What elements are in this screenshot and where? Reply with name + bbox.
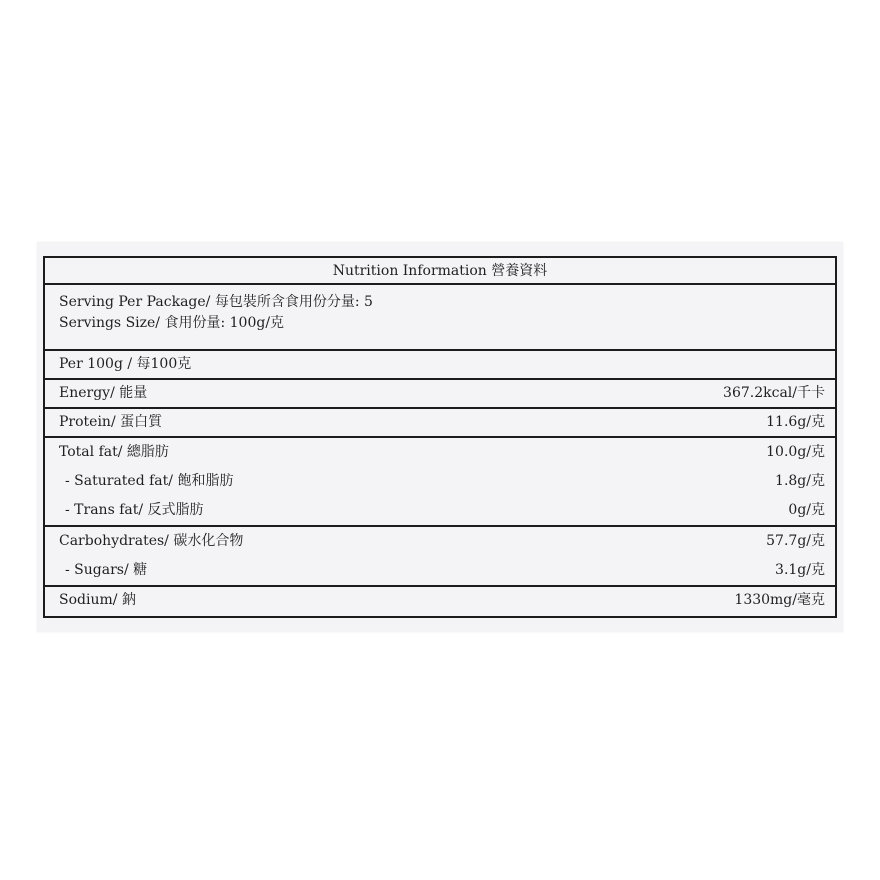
serving-info (45, 285, 835, 351)
total-fat-value: 10.0g/克 (766, 444, 825, 460)
total-fat-label: Total fat/ 總脂肪 (59, 444, 169, 460)
table-title: Nutrition Information 營養資料 (45, 258, 835, 285)
serving-size: Servings Size/ 食用份量: 100g/克 (59, 315, 285, 331)
energy-row (45, 380, 835, 409)
sodium-row (45, 587, 835, 616)
saturated-fat-value: 1.8g/克 (775, 473, 825, 489)
trans-fat-label: - Trans fat/ 反式脂肪 (65, 502, 204, 518)
sugars-value: 3.1g/克 (775, 562, 825, 578)
protein-label: Protein/ 蛋白質 (59, 414, 163, 430)
trans-fat-value: 0g/克 (788, 502, 825, 518)
energy-label: Energy/ 能量 (59, 385, 148, 401)
saturated-fat-line (59, 467, 835, 496)
total-fat-line (59, 438, 835, 467)
nutrition-table (43, 256, 837, 618)
sugars-label: - Sugars/ 糖 (65, 562, 148, 578)
energy-value: 367.2kcal/千卡 (723, 385, 825, 401)
serving-per-package: Serving Per Package/ 每包裝所含食用份分量: 5 (59, 294, 373, 310)
protein-value: 11.6g/克 (766, 414, 825, 430)
carbohydrate-group (45, 527, 835, 587)
protein-row (45, 409, 835, 438)
sodium-value: 1330mg/毫克 (734, 592, 825, 608)
sodium-label: Sodium/ 鈉 (59, 592, 136, 608)
saturated-fat-label: - Saturated fat/ 飽和脂肪 (65, 473, 234, 489)
fat-group (45, 438, 835, 527)
carbohydrates-label: Carbohydrates/ 碳水化合物 (59, 533, 244, 549)
per-100g-label: Per 100g / 每100克 (59, 356, 192, 372)
sugars-line (59, 556, 835, 585)
carbohydrates-line (59, 527, 835, 556)
trans-fat-line (59, 496, 835, 525)
per-100g-row (45, 351, 835, 380)
carbohydrates-value: 57.7g/克 (766, 533, 825, 549)
